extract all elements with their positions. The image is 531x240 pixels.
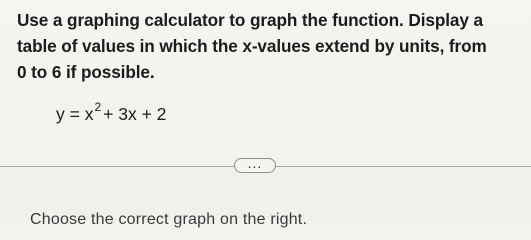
- equation-rhs: + 3x + 2: [103, 104, 167, 124]
- question-prompt: [17, 7, 522, 85]
- function-equation: [56, 100, 167, 126]
- prompt-line-3: 0 to 6 if possible.: [17, 62, 155, 82]
- answer-instruction: Choose the correct graph on the right.: [30, 211, 308, 228]
- prompt-line-1: Use a graphing calculator to graph the function. Display a: [17, 10, 483, 30]
- expand-more-button[interactable]: ...: [234, 158, 276, 173]
- prompt-line-2: table of values in which the x-values extend by units, from: [17, 36, 487, 56]
- equation-exponent: 2: [94, 100, 102, 114]
- equation-lhs: y = x: [56, 104, 94, 124]
